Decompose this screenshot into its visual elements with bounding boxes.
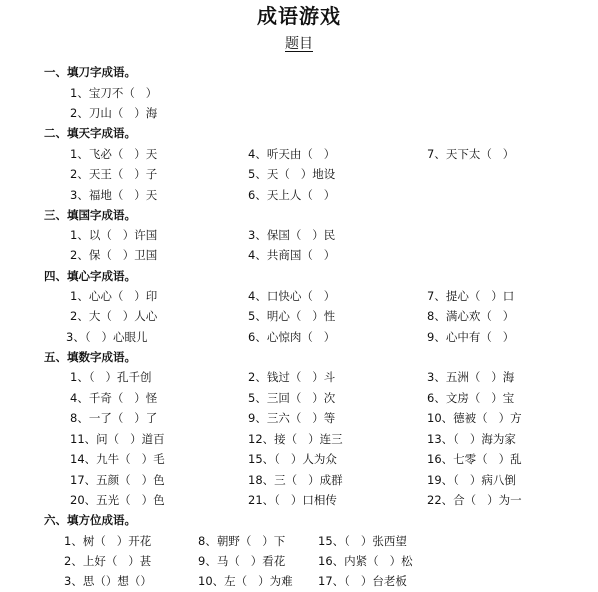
- idiom-question: 16、内紧（ ）松: [318, 554, 413, 568]
- section-heading-2: 二、填天字成语。: [44, 126, 136, 140]
- idiom-question: 1、树（ ）开花: [64, 534, 152, 548]
- idiom-question: 14、九牛（ ）毛: [70, 452, 165, 466]
- idiom-question: 7、天下太（ ）: [427, 147, 515, 161]
- idiom-question: 15、（ ）张西望: [318, 534, 407, 548]
- idiom-question: 2、刀山（ ）海: [70, 106, 158, 120]
- idiom-question: 1、心心（ ）印: [70, 289, 158, 303]
- section-heading-5: 五、填数字成语。: [44, 350, 136, 364]
- idiom-question: 1、以（ ）许国: [70, 228, 158, 242]
- idiom-question: 6、天上人（ ）: [248, 188, 336, 202]
- idiom-question: 10、德被（ ）方: [427, 411, 522, 425]
- section-heading-3: 三、填国字成语。: [44, 208, 136, 222]
- page-subtitle: 题目: [285, 36, 313, 52]
- idiom-question: 3、福地（ ）天: [70, 188, 158, 202]
- idiom-question: 10、左（ ）为难: [198, 574, 293, 588]
- idiom-question: 22、合（ ）为一: [427, 493, 522, 507]
- idiom-question: 4、千奇（ ）怪: [70, 391, 158, 405]
- idiom-question: 17、（ ）台老板: [318, 574, 407, 588]
- idiom-question: 1、（ ）孔千创: [70, 370, 152, 384]
- idiom-question: 6、文房（ ）宝: [427, 391, 515, 405]
- idiom-question: 16、七零（ ）乱: [427, 452, 522, 466]
- idiom-question: 20、五光（ ）色: [70, 493, 165, 507]
- idiom-question: 1、飞必（ ）天: [70, 147, 158, 161]
- idiom-question: 9、心中有（ ）: [427, 330, 515, 344]
- idiom-question: 4、听天由（ ）: [248, 147, 336, 161]
- idiom-question: 19、（ ）病八倒: [427, 473, 516, 487]
- idiom-question: 13、（ ）海为家: [427, 432, 516, 446]
- idiom-question: 2、大（ ）人心: [70, 309, 158, 323]
- idiom-question: 7、提心（ ）口: [427, 289, 515, 303]
- section-heading-4: 四、填心字成语。: [44, 269, 136, 283]
- idiom-question: 3、思（）想（）: [64, 574, 152, 588]
- idiom-question: 6、心惊肉（ ）: [248, 330, 336, 344]
- idiom-question: 8、朝野（ ）下: [198, 534, 286, 548]
- idiom-question: 2、钱过（ ）斗: [248, 370, 336, 384]
- page-title: 成语游戏: [257, 4, 341, 28]
- idiom-question: 9、马（ ）看花: [198, 554, 286, 568]
- section-heading-1: 一、填刀字成语。: [44, 65, 136, 79]
- idiom-question: 2、上好（ ）甚: [64, 554, 152, 568]
- idiom-question: 21、（ ）口相传: [248, 493, 337, 507]
- idiom-question: 9、三六（ ）等: [248, 411, 336, 425]
- section-heading-6: 六、填方位成语。: [44, 513, 136, 527]
- idiom-question: 3、保国（ ）民: [248, 228, 336, 242]
- idiom-question: 4、口快心（ ）: [248, 289, 336, 303]
- idiom-question: 4、共商国（ ）: [248, 248, 336, 262]
- idiom-question: 5、三回（ ）次: [248, 391, 336, 405]
- idiom-question: 5、天（ ）地设: [248, 167, 336, 181]
- idiom-question: 12、接（ ）连三: [248, 432, 343, 446]
- idiom-question: 3、五洲（ ）海: [427, 370, 515, 384]
- idiom-question: 17、五颜（ ）色: [70, 473, 165, 487]
- idiom-question: 11、问（ ）道百: [70, 432, 165, 446]
- idiom-question: 8、满心欢（ ）: [427, 309, 515, 323]
- idiom-question: 3、（ ）心眼儿: [66, 330, 148, 344]
- idiom-question: 5、明心（ ）性: [248, 309, 336, 323]
- idiom-question: 15、（ ）人为众: [248, 452, 337, 466]
- idiom-question: 8、一了（ ）了: [70, 411, 158, 425]
- idiom-question: 18、三（ ）成群: [248, 473, 343, 487]
- idiom-question: 1、宝刀不（ ）: [70, 86, 158, 100]
- idiom-question: 2、保（ ）卫国: [70, 248, 158, 262]
- idiom-question: 2、天王（ ）子: [70, 167, 158, 181]
